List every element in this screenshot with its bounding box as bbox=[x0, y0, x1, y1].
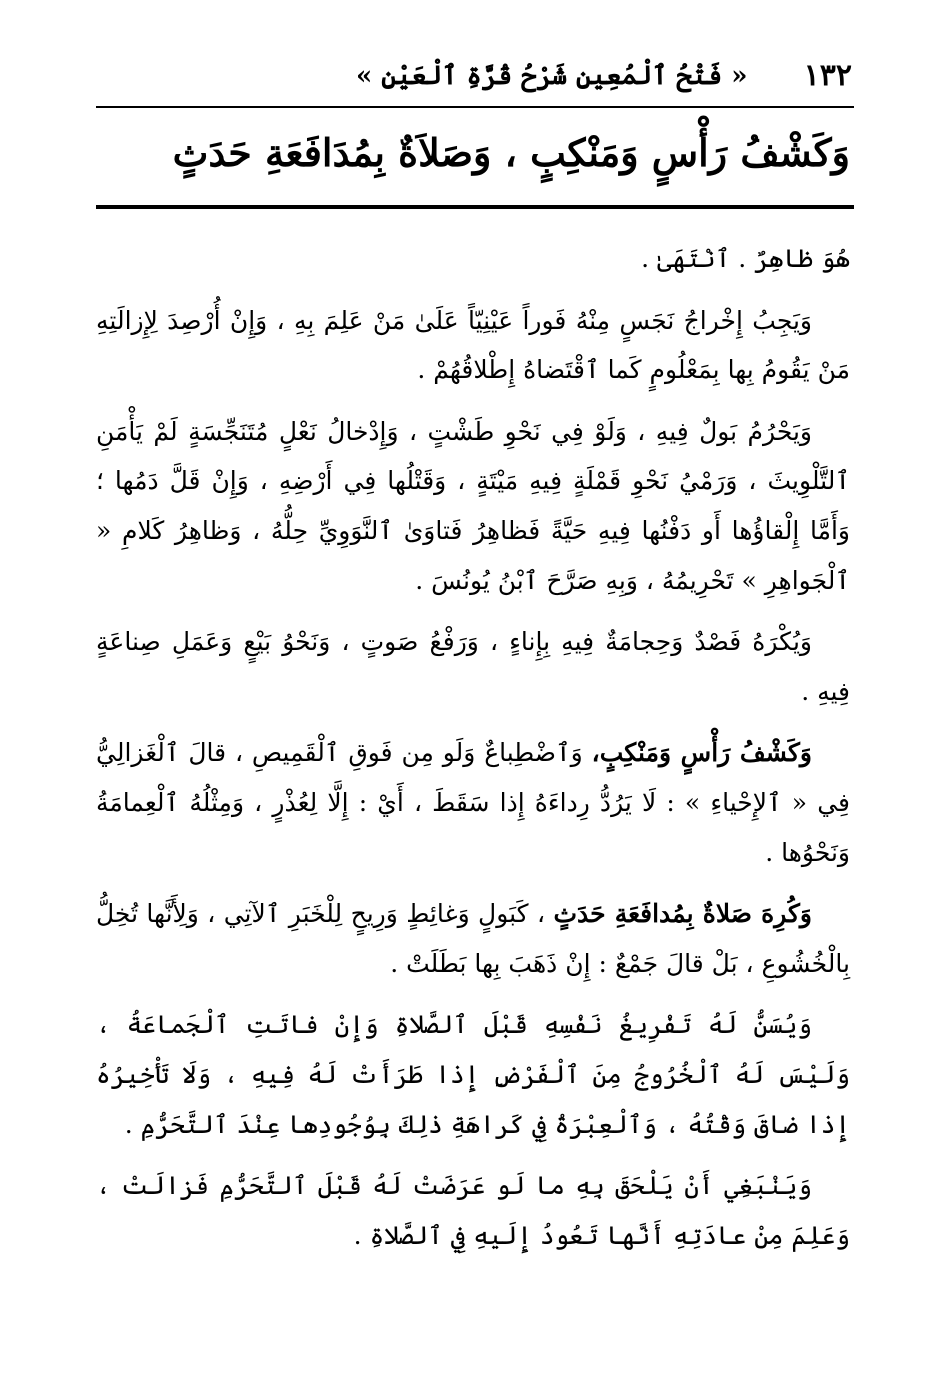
paragraph bbox=[96, 234, 850, 284]
page-header bbox=[96, 48, 852, 104]
paragraph-text: وَيُسَنُّ لَهُ تَفْرِيغُ نَفْسِهِ قَبْلَ ٱلصَّلاةِ وَإِنْ فاتَتِ ٱلْجَماعَةُ ، وَلَيْسَ لَهُ ٱلْخُرُوجُ مِنَ ٱلْفَرْضِ إِذا طَرَأَتْ لَهُ فِيهِ ، وَلَا تَأْخِيرُهُ إِذا ضاقَ وَقْتُهُ ، وَٱلْعِبْرَةُ فِي كَراهَةِ ذٰلِكَ بِوُجُودِها عِنْدَ ٱلتَّحَرُّمِ . bbox=[96, 1010, 850, 1139]
matn-quote: وَكَشْفُ رَأْسٍ وَمَنْكِبٍ، bbox=[591, 738, 812, 768]
paragraph bbox=[96, 1161, 850, 1260]
header-rule bbox=[96, 106, 854, 108]
commentary-body bbox=[96, 234, 850, 1272]
paragraph-text: ، كَبَولٍ وَغائِطٍ وَرِيحٍ لِلْخَبَرِ ٱلآتِي ، وَلِأَنَّها تُخِلُّ بِالْخُشُوعِ ، بَلْ قالَ جَمْعٌ : إِنْ ذَهَبَ بِها بَطَلَتْ . bbox=[96, 899, 850, 978]
running-title: « فَتْحُ ٱلْمُعِينِ شَرْحُ قُرَّةِ ٱلْعَيْنِ » bbox=[356, 61, 748, 91]
paragraph bbox=[96, 617, 850, 716]
matn-line: وَكَشْفُ رَأْسٍ وَمَنْكِبٍ ، وَصَلاَةٌ بِمُدَافَعَةِ حَدَثٍ bbox=[172, 130, 850, 175]
paragraph bbox=[96, 1000, 850, 1149]
matn-quote: وَكُرِهَ صَلاةٌ بِمُدافَعَةِ حَدَثٍ bbox=[553, 899, 813, 929]
matn-rule bbox=[96, 205, 854, 209]
paragraph-text: وَيَحْرُمُ بَولٌ فِيهِ ، وَلَوْ فِي نَحْوِ طَشْتٍ ، وَإِدْخالُ نَعْلٍ مُتَنَجِّسَةٍ لَمْ يَأْمَنِ ٱلتَّلْوِيثَ ، وَرَمْيُ نَحْوِ قَمْلَةٍ فِيهِ مَيْتَةٍ ، وَقَتْلُها فِي أَرْضِهِ ، وَإِنْ قَلَّ دَمُها ؛ وَأَمَّا إِلْقاؤُها أَو دَفْنُها فِيهِ حَيَّةً فَظاهِرُ فَتاوَىٰ ٱلنَّوَوِيِّ حِلُّهُ ، وَظاهِرُ كَلامِ « ٱلْجَواهِرِ » تَحْرِيمُهُ ، وَبِهِ صَرَّحَ ٱبْنُ يُونُسَ . bbox=[96, 416, 850, 595]
page-number: ١٣٢ bbox=[803, 58, 852, 93]
paragraph bbox=[96, 296, 850, 395]
paragraph-text: وَيُكْرَهُ فَصْدٌ وَحِجامَةٌ فِيهِ بِإِناءٍ ، وَرَفْعُ صَوتٍ ، وَنَحْوُ بَيْعٍ وَعَمَلِ صِناعَةٍ فِيهِ . bbox=[96, 627, 850, 706]
paragraph bbox=[96, 407, 850, 605]
paragraph bbox=[96, 728, 850, 877]
paragraph-text: هُوَ ظاهِرٌ . ٱنْتَهَىٰ . bbox=[641, 244, 850, 273]
paragraph-text: وَٱضْطِباعٌ وَلَو مِن فَوقِ ٱلْقَمِيصِ ، قالَ ٱلْغَزالِيُّ فِي « ٱلإِحْياءِ » : لَا يَرُدُّ رِداءَهُ إِذا سَقَطَ ، أَيْ : إِلَّا لِعُذْرٍ ، وَمِثْلُهُ ٱلْعِمامَةُ وَنَحْوُها . bbox=[96, 738, 850, 867]
paragraph-text: وَيَجِبُ إِخْراجُ نَجَسٍ مِنْهُ فَوراً عَيْنِيّاً عَلَىٰ مَنْ عَلِمَ بِهِ ، وَإِنْ أُرْصِدَ لِإِزالَتِهِ مَنْ يَقُومُ بِها بِمَعْلُومٍ كَما ٱقْتَضاهُ إِطْلاقُهُمْ . bbox=[96, 305, 850, 385]
paragraph-text: وَيَنْبَغِي أَنْ يَلْحَقَ بِهِ ما لَو عَرَضَتْ لَهُ قَبْلَ ٱلتَّحَرُّمِ فَزالَتْ ، وَعَلِمَ مِنْ عادَتِهِ أَنَّها تَعُودُ إِلَيهِ فِي ٱلصَّلاةِ . bbox=[96, 1171, 850, 1250]
paragraph bbox=[96, 889, 850, 988]
